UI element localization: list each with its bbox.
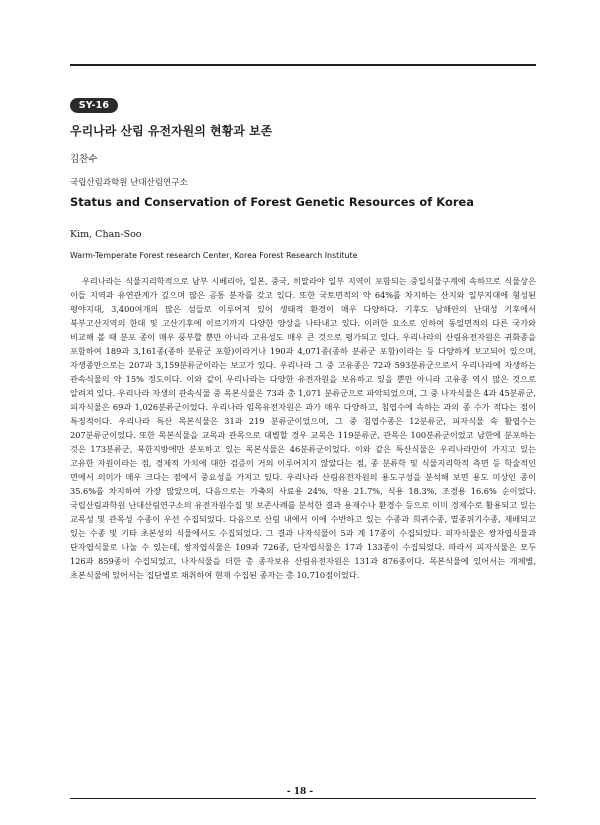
- top-rule: [70, 64, 536, 66]
- affiliation-english: Warm-Temperate Forest research Center, Korea Forest Research Institute: [70, 251, 358, 260]
- title-english: Status and Conservation of Forest Genetic Resources of Korea: [70, 195, 475, 209]
- session-badge: SY-16: [70, 98, 118, 113]
- author-english: Kim, Chan-Soo: [70, 229, 142, 240]
- abstract-body: 우리나라는 식물지리학적으로 남부 시베리아, 일본, 중국, 히말라야 일부 지역이 포함되는 중일식물구계에 속하므로 식물상은 이들 지역과 유연관계가 깊으며 많은 공통 분자를 갖고 있다. 또한 국토면적의 약 64%를 차지하는 산지와 일부지대에 형성된 평야지대, 3,400여개의 많은 섬들로 이루어져 있어 생태적 환경이 매우 다양하다. 기후도 남해안의 난대성 기후에서 북부고산지역의 한대 및 고산기후에 이르기까지 다양한 양상을 나타내고 있다. 이러한 요소로 인하여 동일면적의 다른 국가와 비교해 볼 때 분포 종이 매우 풍부할 뿐만 아니라 고유성도 매우 큰 것으로 평가되고 있다. 우리나라의 산림유전자원은 귀화종을 포함하여 189과 3,161종(종하 분류군 포함)이라거나 190과 4,071종(종하 분류군 포함)이라는 등 다양하게 보고되어 있으며, 자생종만으로는 207과 3,159분류군이라는 보고가 있다. 우리나라 그 중 고유종은 72과 593분류군으로서 우리나라에 자생하는 관속식물의 약 15% 정도이다. 이와 같이 우리나라는 다양한 유전자원을 보유하고 있을 뿐만 아니라 고유종 역시 많은 것으로 알려져 있다. 우리나라 자생의 관속식물 중 목본식물은 73과 총 1,071 분류군으로 파악되었으며, 그 중 나자식물은 4과 45분류군, 피자식물은 69과 1,026분류군이었다. 우리나라 임목유전자원은 과가 매우 다양하고, 침엽수에 속하는 과의 종 수가 적다는 점이 특징적이다. 우리나라 특산 목본식물은 31과 219 분류군이었으며, 그 중 침엽수종은 12분류군, 피자식물 속 활엽수는 207분류군이었다. 또한 목본식물을 교목과 관목으로 대별할 경우 교목은 119분류군, 관목은 100분류군이었고 남한에 분포하는 것은 173분류군, 북한지방에만 분포하고 있는 목본식물은 46분류군이었다. 이와 같은 특산식물은 우리나라만이 가지고 있는 고유한 자원이라는 점, 경제적 가치에 대한 검증이 거의 이루어지지 않았다는 점, 종 분류학 및 식물지리학적 측면 등 학술적인 면에서 의미가 매우 크다는 점에서 중요성을 가지고 있다. 우리나라 산림유전자원의 용도구성을 분석해 보면 용도 미상인 종이 35.6%를 차지하여 가장 많았으며, 다음으로는 가축의 사료용 24%, 약용 21.7%, 식용 18.3%, 조경용 16.6% 순이었다. 국립산림과학원 난대산림연구소의 유전자원수집 및 보존사례를 분석한 결과 용재수나 환경수 등으로 이미 경제수로 활용되고 있는 교목성 및 관목성 수종이 우선 수집되었다. 다음으로 산림 내에서 이에 수반하고 있는 수종과 희귀수종, 멸종위기수종, 재배되고 있는 수종 및 기타 초본성의 식물에서도 수집되었다. 그 결과 나자식물이 5과 계 17종이 수집되었다. 피자식물은 쌍자엽식물과 단자엽식물로 나눌 수 있는데, 쌍자엽식물은 109과 726종, 단자엽식물은 17과 133종이 수집되었다. 따라서 피자식물은 모두 126과 859종이 수집되었고, 나자식물을 더한 총 종자보유 산림유전자원은 131과 876종이다. 목본식물에 있어서는 개체별, 초본식물에 있어서는 집단별로 채취하여 현재 수집된 종자는 총 10,710점이었다.: [70, 276, 536, 580]
- bottom-rule: [70, 798, 536, 799]
- author-korean: 김찬수: [70, 154, 98, 165]
- title-korean: 우리나라 산림 유전자원의 현황과 보존: [70, 124, 273, 138]
- affiliation-korean: 국립산림과학원 난대산림연구소: [70, 178, 188, 188]
- page-number: - 18 -: [279, 786, 321, 798]
